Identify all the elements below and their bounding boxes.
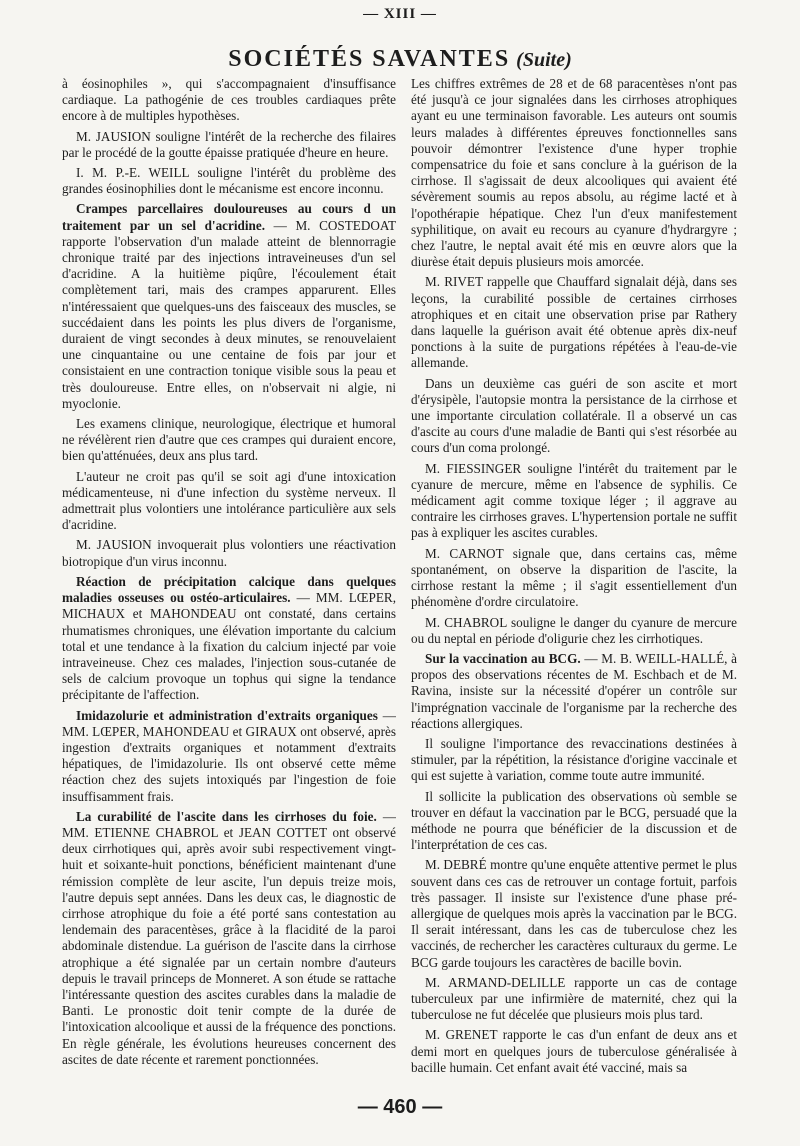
paragraph: M. CHABROL souligne le danger du cyanure de mercure ou du neptal en période d'oligurie chez les cirrhotiques. bbox=[411, 614, 737, 646]
paragraph: Il souligne l'importance des revaccinations destinées à stimuler, par la répétition, la résistance d'origine vaccinale et qui est sujette à variation, comme toute autre immunité. bbox=[411, 735, 737, 784]
paragraph: M. JAUSION invoquerait plus volontiers une réactivation biotropique d'un virus inconnu. bbox=[62, 537, 396, 569]
paragraph-text: — M. B. WEILL-HALLÉ, à propos des observations récentes de M. Eschbach et de M. Ravina, insiste sur la nécessité d'opérer un contrôle sur l'imprégnation vaccinale de l'organisme par la recherche des réactions allergiques. bbox=[411, 650, 737, 731]
paragraph-heading: Crampes parcellaires douloureuses au cours d un traitement par un sel d'acridine. bbox=[62, 201, 396, 233]
paragraph bbox=[62, 809, 396, 1068]
paragraph: M. JAUSION souligne l'intérêt de la recherche des filaires par le procédé de la goutte épaisse pratiquée d'heure en heure. bbox=[62, 128, 396, 160]
paragraph bbox=[62, 574, 396, 704]
paragraph: M. ARMAND-DELILLE rapporte un cas de contage tuberculeux par une infirmière de maternité, chez qui la tuberculose ne fut décelée que plusieurs mois plus tard. bbox=[411, 974, 737, 1023]
paragraph-heading: Sur la vaccination au BCG. bbox=[425, 650, 581, 666]
page-number: — 460 — bbox=[357, 1096, 443, 1118]
paragraph: Il sollicite la publication des observations où semble se trouver en défaut la vaccination par le BCG, persuadé que la méthode ne pourra que bénéficier de la discussion et de l'interprétation de ces cas. bbox=[411, 788, 737, 853]
paragraph: à éosinophiles », qui s'accompagnaient d'insuffisance cardiaque. La pathogénie de ces troubles cardiaques prête encore à de multiples hypothèses. bbox=[62, 76, 396, 124]
paragraph-text: — MM. LŒPER, MICHAUX et MAHONDEAU ont constaté, dans certains rhumatismes chroniques, une élévation importante du calcium total et une tendance à la fixation du calcium injecté par voie intraveineuse. Chez ces malades, l'injection sous-cutanée de sels de calcium provoque un tophus qui signe la tendance précipitante de l'affection. bbox=[62, 590, 396, 703]
paragraph: L'auteur ne croit pas qu'il se soit agi d'une intoxication médicamenteuse, ni d'une infection du système nerveux. Il admettrait plus volontiers une intolérance particulière aux sels d'acridine. bbox=[62, 468, 396, 533]
paragraph-text: — M. COSTEDOAT rapporte l'observation d'un malade atteint de blennorragie chronique traité par des injections intraveineuses d'un sel d'acridine. A la huitième piqûre, l'écoulement était complètement tari, mais des crampes apparurent. Elles n'intéressaient que quelques-uns des faisceaux des muscles, se succédaient dans les points les plus divers de l'organisme, duraient de vingt secondes à deux minutes, se renouvelaient une cinquantaine ou une centaine de fois par jour et consistaient en une contraction tonique visible sous la peau et très douloureuse. Entre elles, on n'observait ni algie, ni myoclonie. bbox=[62, 217, 396, 411]
paragraph bbox=[411, 651, 737, 732]
paragraph-heading: La curabilité de l'ascite dans les cirrhoses du foie. bbox=[76, 808, 377, 824]
paragraph: Dans un deuxième cas guéri de son ascite et mort d'érysipèle, l'autopsie montra la persistance de la cirrhose et une importante circulation collatérale. Il a observé un cas d'ascite au cours d'une maladie de Banti qui s'est résorbée au cours d'un coma prolongé. bbox=[411, 375, 737, 456]
paragraph: M. RIVET rappelle que Chauffard signalait déjà, dans ses leçons, la curabilité possible de certaines cirrhoses atrophiques et en citait une observation prise par Rathery dans laquelle la guérison avait été obtenue après dix-neuf ponctions à la suite de purgations répétées à l'eau-de-vie allemande. bbox=[411, 274, 737, 371]
paragraph-heading: Imidazolurie et administration d'extraits organiques bbox=[76, 707, 378, 723]
page-folio: — XIII — bbox=[363, 6, 437, 22]
right-column bbox=[411, 76, 737, 1088]
paragraph: M. DEBRÉ montre qu'une enquête attentive permet le plus souvent dans ces cas de retrouver un contage fortuit, parfois très passager. Il insiste sur l'existence d'une phase pré-allergique de quelques mois après la vaccination par le BCG. Il serait intéressant, dans les cas de tuberculose chez les vaccinés, de rechercher les caractères culturaux du germe. Le BCG garde toujours les caractères de bacille bovin. bbox=[411, 857, 737, 970]
paragraph-heading: Réaction de précipitation calcique dans quelques maladies osseuses ou ostéo-articulaires. bbox=[62, 573, 396, 606]
left-column bbox=[62, 76, 396, 1088]
paragraph: Les examens clinique, neurologique, électrique et humoral ne révélèrent rien d'autre que ces crampes qui duraient encore, bien qu'atténuées, deux ans plus tard. bbox=[62, 416, 396, 464]
paragraph: M. GRENET rapporte le cas d'un enfant de deux ans et demi mort en quelques jours de tuberculose généralisée à bacille humain. Cet enfant avait été vacciné, mais sa bbox=[411, 1027, 737, 1075]
paragraph: Les chiffres extrêmes de 28 et de 68 paracentèses n'ont pas été jusqu'à ce jour signalées dans les cirrhoses atrophiques ayant eu une terminaison favorable. Les auteurs ont soumis leurs malades à différentes épreuves fonctionnelles sans pouvoir démontrer l'existence d'une hyper trophie compensatrice du foie et sans conclure à la guérison de la cirrhose. Il s'agissait de deux alcooliques qui avaient été sévèrement soumis au repos absolu, au régime lacté et à l'opothérapie hépatique. Chez l'un d'eux manifestement syphilitique, on avait eu recours au cyanure d'hydrargyre ; chez l'autre, le neptal avait été mis en œuvre alors que la diurèse était depuis plusieurs mois amorcée. bbox=[411, 76, 737, 270]
paragraph: M. FIESSINGER souligne l'intérêt du traitement par le cyanure de mercure, même en l'absence de syphilis. Ce médicament agit comme toxique léger ; il aggrave au contraire les cirrhoses graves. L'hypertension portale ne suffit pas à expliquer les ascites curables. bbox=[411, 460, 737, 541]
paragraph: I. M. P.-E. WEILL souligne l'intérêt du problème des grandes éosinophilies dont le mécanisme est encore inconnu. bbox=[62, 165, 396, 197]
section-title-text: SOCIÉTÉS SAVANTES bbox=[228, 46, 511, 72]
paragraph-text: — MM. LŒPER, MAHONDEAU et GIRAUX ont observé, après ingestion d'extraits organiques et notamment d'extraits hépatiques, de l'imidazolurie. Ils ont observé cette même réaction chez des sujets intoxiqués par l'ingestion de foie insuffisamment frais. bbox=[62, 707, 396, 804]
paragraph: M. CARNOT signale que, dans certains cas, même spontanément, on observe la disparition de l'ascite, la cirrhose restant la même ; il s'agit essentiellement d'un phénomène d'ordre circulatoire. bbox=[411, 545, 737, 610]
paragraph bbox=[62, 201, 396, 412]
paragraph-text: — MM. ETIENNE CHABROL et JEAN COTTET ont observé deux cirrhotiques qui, après avoir subi respectivement vingt-huit et soixante-huit ponctions, bénéficient maintenant d'une rémission complète de leur ascite, l'un depuis treize mois, l'autre depuis sept années. Dans les deux cas, le diagnostic de cirrhose atrophique du foie a été porté sans contestation au lendemain des paracentèses, grâce à la flacidité de la paroi abdominale distendue. La guérison de l'ascite dans la cirrhose atrophique a été signalée par un certain nombre d'auteurs depuis le travail princeps de Monneret. A son étude se rattache l'intéressante question des ascites curables dans la maladie de Banti. Le pronostic doit tenir compte de la durée de l'intoxication alcoolique et aussi de la fréquence des ponctions. En règle générale, les évolutions heureuses concernent des ascites de date récente et rarement ponctionnées. bbox=[62, 808, 396, 1067]
section-title-suffix: (Suite) bbox=[516, 49, 572, 71]
section-title bbox=[0, 46, 800, 73]
paragraph bbox=[62, 708, 396, 805]
